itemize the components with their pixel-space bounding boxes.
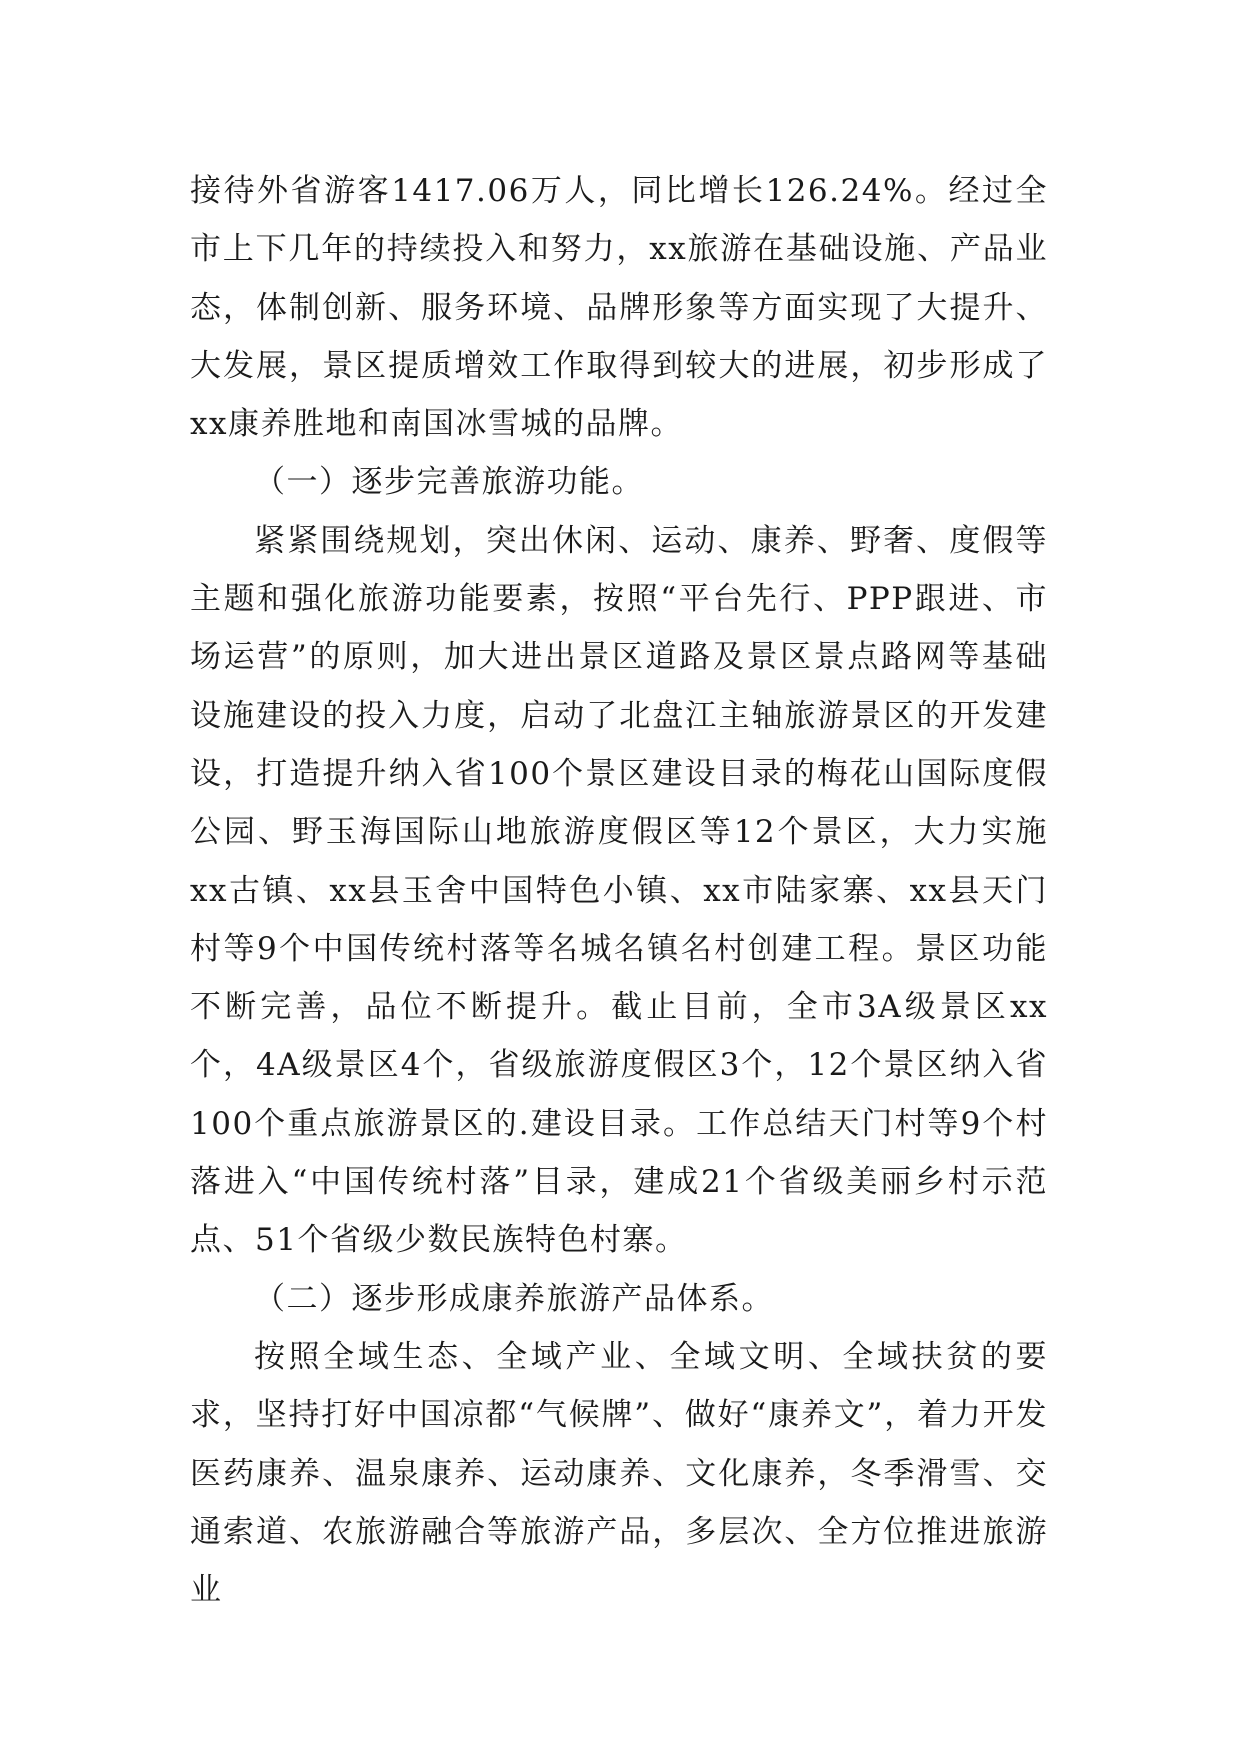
body-paragraph: 按照全域生态、全域产业、全域文明、全域扶贫的要求，坚持打好中国凉都“气候牌”、做好“康养文”，着力开发医药康养、温泉康养、运动康养、文化康养，冬季滑雪、交通索道、农旅游融合等旅游产品，多层次、全方位推进旅游业 bbox=[190, 1338, 1048, 1609]
section-heading: （一）逐步完善旅游功能。 bbox=[254, 464, 644, 501]
body-paragraph: 紧紧围绕规划，突出休闲、运动、康养、野奢、度假等主题和强化旅游功能要素，按照“平台先行、PPP跟进、市场运营”的原则，加大进出景区道路及景区景点路网等基础设施建设的投入力度，启动了北盘江主轴旅游景区的开发建设，打造提升纳入省100个景区建设目录的梅花山国际度假公园、野玉海国际山地旅游度假区等12个景区，大力实施xx古镇、xx县玉舍中国特色小镇、xx市陆家寨、xx县天门村等9个中国传统村落等名城名镇名村创建工程。景区功能不断完善，品位不断提升。截止目前，全市3A级景区xx个，4A级景区4个，省级旅游度假区3个，12个景区纳入省100个重点旅游景区的.建设目录。工作总结天门村等9个村落进入“中国传统村落”目录，建成21个省级美丽乡村示范点、51个省级少数民族特色村寨。 bbox=[190, 522, 1048, 1259]
body-paragraph: 接待外省游客1417.06万人，同比增长126.24%。经过全市上下几年的持续投入和努力，xx旅游在基础设施、产品业态，体制创新、服务环境、品牌形象等方面实现了大提升、大发展，景区提质增效工作取得到较大的进展，初步形成了xx康养胜地和南国冰雪城的品牌。 bbox=[190, 173, 1048, 443]
document-body bbox=[190, 162, 1048, 1619]
section-heading: （二）逐步形成康养旅游产品体系。 bbox=[254, 1280, 774, 1317]
